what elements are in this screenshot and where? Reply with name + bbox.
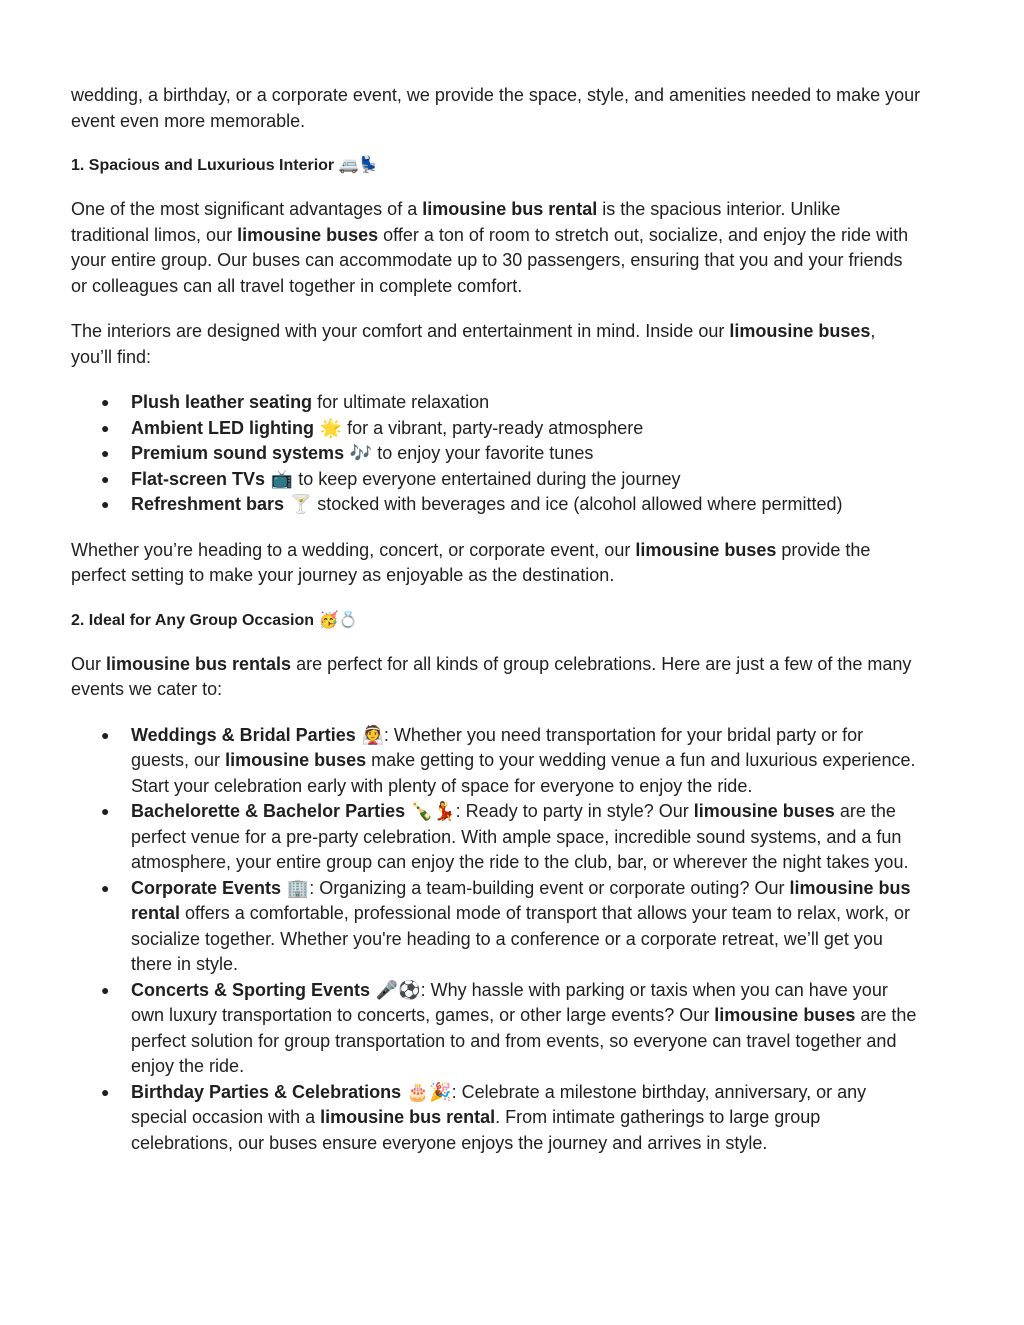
office-building-emoji-icon: 🏢 bbox=[281, 877, 310, 899]
document-page bbox=[71, 83, 921, 1156]
bullet-icon: ● bbox=[101, 394, 110, 410]
bus-seat-emoji-icon: 🚐💺 bbox=[338, 155, 379, 174]
star-emoji-icon: 🌟 bbox=[313, 417, 343, 439]
intro-paragraph: wedding, a birthday, or a corporate event, we provide the space, style, and amenities needed to make your event even more memorable. bbox=[71, 85, 921, 131]
list-item: ● Flat-screen TVs 📺 to keep everyone entertained during the journey bbox=[71, 467, 921, 493]
bullet-icon: ● bbox=[101, 1083, 110, 1100]
section-1-paragraph-2: The interiors are designed with your comfort and entertainment in mind. Inside our limousine buses, you’ll find: bbox=[71, 321, 876, 367]
music-notes-emoji-icon: 🎶 bbox=[344, 443, 373, 464]
list-item: ● Premium sound systems 🎶 to enjoy your favorite tunes bbox=[71, 441, 921, 467]
list-item: ● Bachelorette & Bachelor Parties 🍾💃: Ready to party in style? Our limousine buses are the perfect venue for a pre-party celebration. With ample space, incredible sound systems, and a fun atmosphere, your entire group can enjoy the ride to the club, bar, or wherever the night takes you. bbox=[101, 801, 909, 872]
list-item: ● Plush leather seating for ultimate relaxation bbox=[71, 390, 921, 416]
amenities-list bbox=[71, 390, 921, 518]
section-1-paragraph-1: One of the most significant advantages of a limousine bus rental is the spacious interior. Unlike traditional limos, our limousine buses offer a ton of room to stretch out, socialize, and enjoy the ride with your entire group. Our buses can accommodate up to 30 passengers, ensuring that you and your friends or colleagues can all travel together in complete comfort. bbox=[71, 199, 909, 296]
bullet-icon: ● bbox=[101, 496, 110, 512]
section-2-heading-text: 2. Ideal for Any Group Occasion bbox=[71, 611, 315, 629]
bullet-icon: ● bbox=[101, 419, 110, 436]
section-1-heading-text: 1. Spacious and Luxurious Interior bbox=[71, 157, 335, 174]
keyword-bold: limousine buses bbox=[635, 539, 777, 560]
section-2-heading bbox=[71, 609, 921, 632]
bullet-icon: ● bbox=[101, 726, 110, 743]
microphone-soccer-emoji-icon: 🎤⚽ bbox=[370, 979, 421, 1001]
champagne-dancer-emoji-icon: 🍾💃 bbox=[405, 801, 456, 822]
section-1-paragraph-3: Whether you’re heading to a wedding, concert, or corporate event, our limousine buses provide the perfect setting to make your journey as enjoyable as the destination. bbox=[71, 539, 871, 585]
list-item: ● Concerts & Sporting Events 🎤⚽: Why hassle with parking or taxis when you can have your own luxury transportation to concerts, games, or other large events? Our limousine buses are the perfect solution for group transportation to and from events, so everyone can travel together and enjoy the ride. bbox=[101, 979, 917, 1076]
keyword-bold: limousine bus rentals bbox=[106, 653, 292, 674]
keyword-bold: limousine bus rental bbox=[422, 199, 598, 219]
cocktail-emoji-icon: 🍸 bbox=[284, 494, 313, 515]
keyword-bold: limousine buses bbox=[729, 321, 871, 341]
list-item: ● Refreshment bars 🍸 stocked with beverages and ice (alcohol allowed where permitted) bbox=[71, 492, 921, 518]
occasions-list bbox=[71, 723, 921, 1157]
bullet-icon: ● bbox=[101, 470, 110, 487]
list-item: ● Ambient LED lighting 🌟 for a vibrant, party-ready atmosphere bbox=[71, 416, 921, 442]
bullet-icon: ● bbox=[101, 981, 110, 998]
bride-emoji-icon: 👰 bbox=[355, 724, 384, 746]
list-item: ● Corporate Events 🏢: Organizing a team-building event or corporate outing? Our limousine bus rental offers a comfortable, professional mode of transport that allows your team to relax, work, or socialize together. Whether you're heading to a conference or a corporate retreat, we’ll get you there in style. bbox=[101, 877, 911, 974]
list-item: ● Weddings & Bridal Parties 👰: Whether you need transportation for your bridal party or for guests, our limousine buses make getting to your wedding venue a fun and luxurious experience. Start your celebration early with plenty of space for everyone to enjoy the ride. bbox=[101, 724, 916, 796]
party-ring-emoji-icon: 🥳💍 bbox=[318, 609, 359, 629]
television-emoji-icon: 📺 bbox=[265, 468, 294, 490]
section-1-heading bbox=[71, 154, 921, 177]
cake-party-popper-emoji-icon: 🎂🎉 bbox=[401, 1081, 452, 1103]
bullet-icon: ● bbox=[101, 879, 110, 896]
bullet-icon: ● bbox=[101, 803, 110, 819]
bullet-icon: ● bbox=[101, 445, 110, 461]
keyword-bold: limousine buses bbox=[237, 224, 379, 245]
list-item: ● Birthday Parties & Celebrations 🎂🎉: Celebrate a milestone birthday, anniversary, or any special occasion with a limousine bus rental. From intimate gatherings to large group celebrations, our buses ensure everyone enjoys the journey and arrives in style. bbox=[101, 1081, 867, 1153]
section-2-paragraph-1: Our limousine bus rentals are perfect for all kinds of group celebrations. Here are just a few of the many events we cater to: bbox=[71, 653, 912, 699]
